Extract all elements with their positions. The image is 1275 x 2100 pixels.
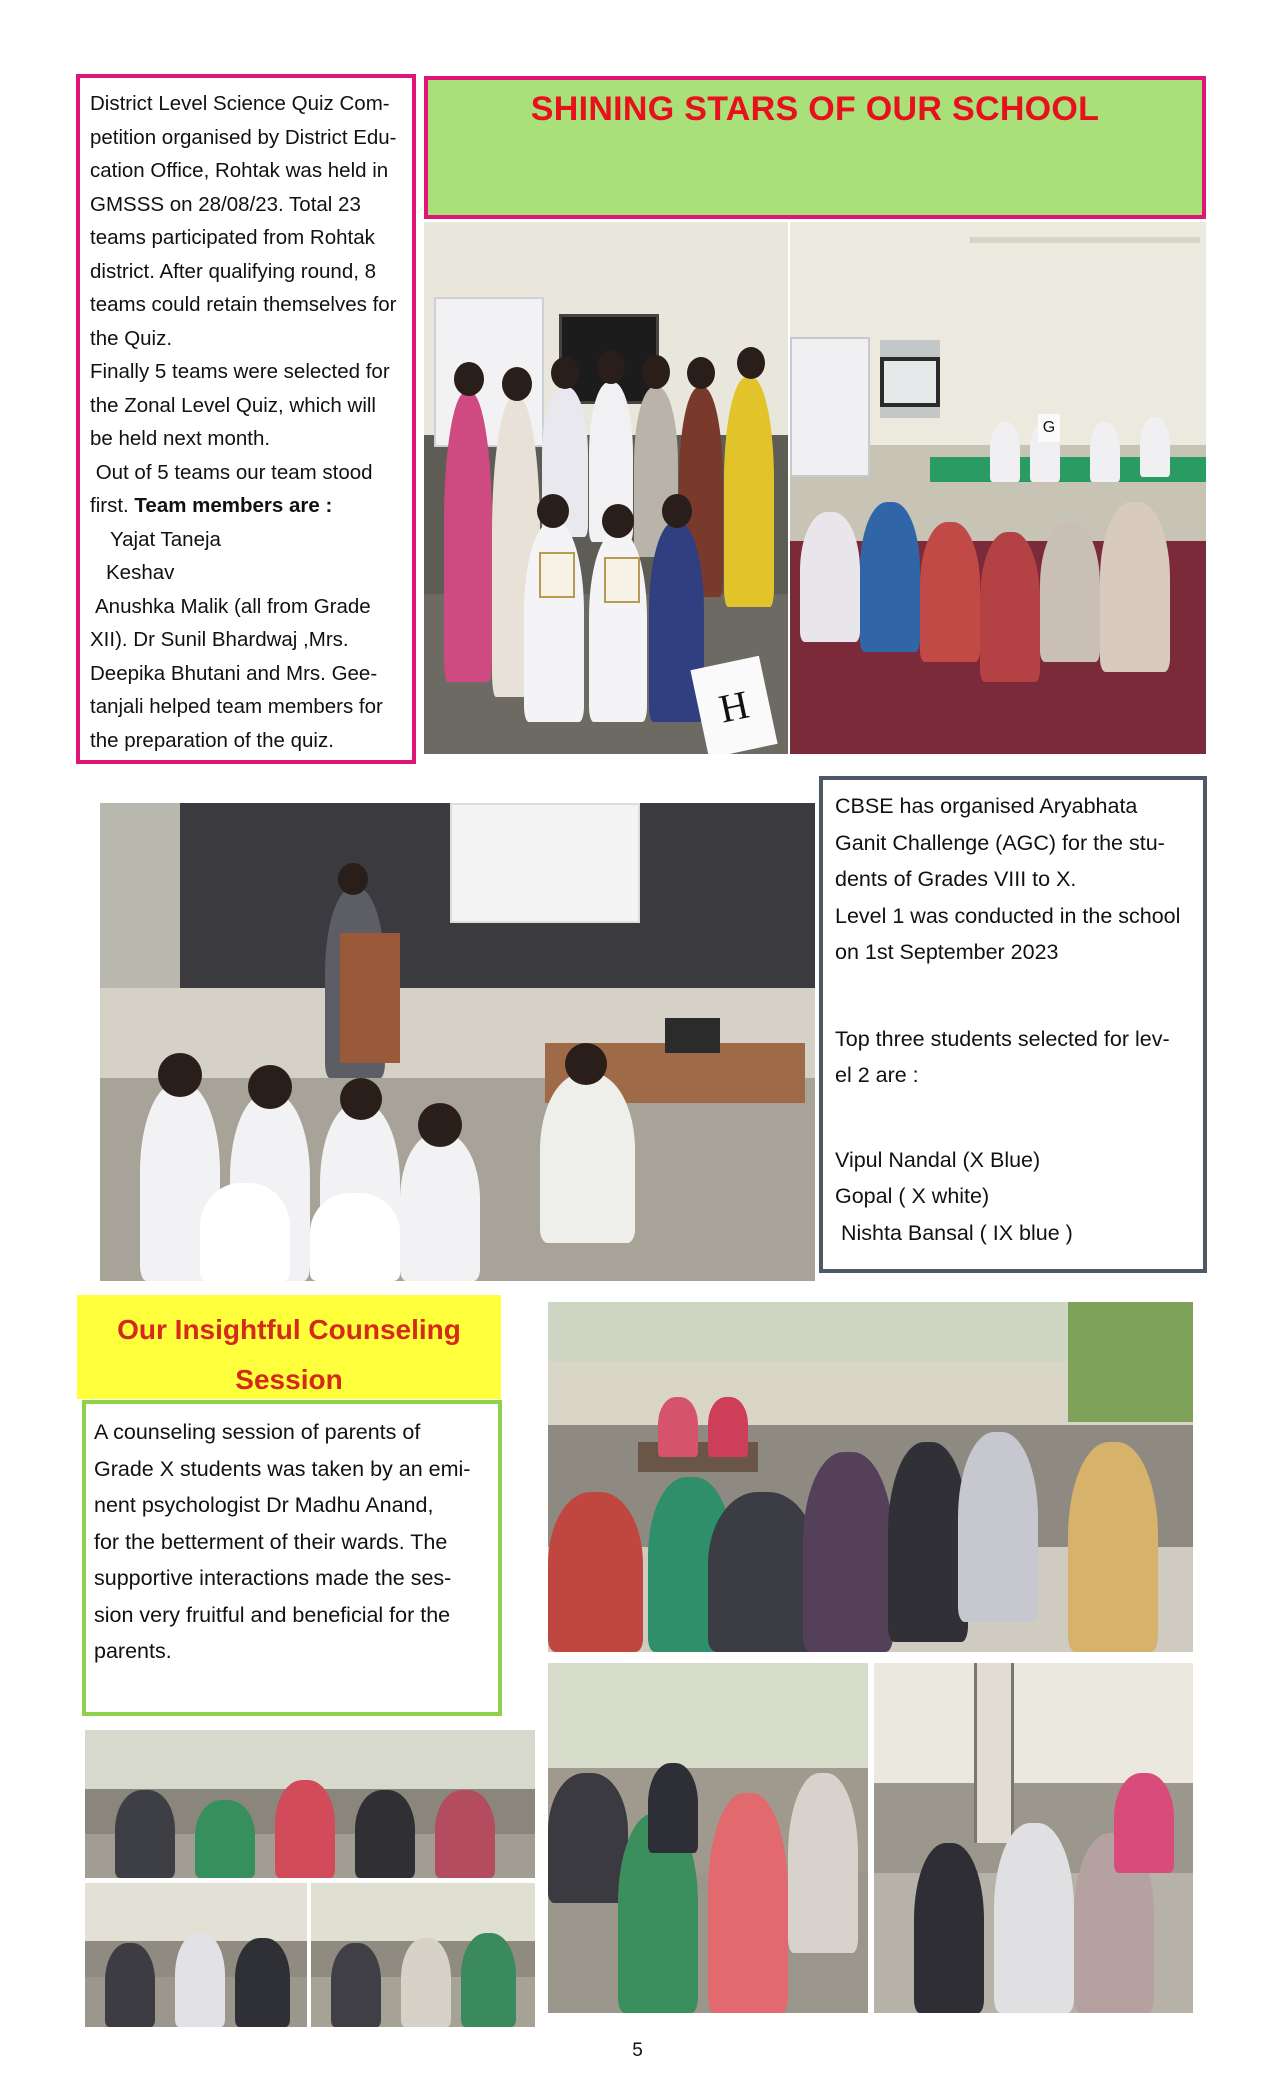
quiz-text-box [76, 74, 416, 764]
shining-stars-heading-box [424, 76, 1206, 219]
counsel-line: Grade X students was taken by an emi- [94, 1456, 471, 1481]
agc-student: Nishta Bansal ( IX blue ) [835, 1220, 1073, 1245]
quiz-competition-photo [790, 222, 1206, 754]
counseling-heading [77, 1295, 501, 1405]
quiz-line: teams could retain themselves for [90, 293, 397, 316]
quiz-line: district. After qualifying round, 8 [90, 259, 377, 283]
quiz-line: teams participated from Rohtak [90, 226, 375, 249]
quiz-line: Out of 5 teams our team stood [90, 460, 373, 484]
agc-student: Gopal ( X white) [835, 1184, 990, 1208]
quiz-line: Finally 5 teams were selected for [90, 360, 390, 383]
counsel-line: nent psychologist Dr Madhu Anand, [94, 1493, 434, 1517]
quiz-team-line [90, 489, 403, 523]
counsel-line: for the betterment of their wards. The [94, 1529, 448, 1554]
table-sign-g: G [1038, 414, 1060, 442]
counseling-heading-line1: Our Insightful Counseling [117, 1314, 461, 1345]
quiz-line: petition organised by District Edu- [90, 125, 397, 149]
quiz-line: the Zonal Level Quiz, which will [90, 393, 376, 417]
quiz-line: XII). Dr Sunil Bhardwaj ,Mrs. [90, 628, 349, 651]
agc-line: Level 1 was conducted in the school [835, 903, 1181, 928]
quiz-line: tanjali helped team members for [90, 695, 383, 718]
counseling-heading-box [77, 1295, 501, 1399]
counsel-line: supportive interactions made the ses- [94, 1566, 452, 1590]
quiz-line: GMSSS on 28/08/23. Total 23 [90, 192, 361, 216]
table-sign-h: H [690, 656, 777, 754]
counsel-line: parents. [94, 1639, 172, 1663]
counseling-photo-small-1 [85, 1883, 307, 2027]
agc-top-line: el 2 are : [835, 1063, 919, 1087]
counseling-photo-audience-2 [874, 1663, 1193, 2013]
quiz-first-word: first. [90, 494, 135, 517]
counseling-photo-small-2 [311, 1883, 535, 2027]
agc-line: Ganit Challenge (AGC) for the stu- [835, 830, 1165, 855]
counsel-line: A counseling session of parents of [94, 1420, 421, 1444]
quiz-winners-photo [424, 222, 788, 754]
quiz-line: Deepika Bhutani and Mrs. Gee- [90, 661, 378, 685]
team-member-1: Yajat Taneja [110, 527, 221, 551]
agc-top-line: Top three students selected for lev- [835, 1026, 1170, 1051]
aryabhata-challenge-photo [100, 803, 815, 1281]
agc-student: Vipul Nandal (X Blue) [835, 1147, 1041, 1172]
quiz-line: the Quiz. [90, 326, 173, 350]
page-number: 5 [632, 2040, 643, 2061]
counseling-photo-large [548, 1302, 1193, 1652]
agc-line: CBSE has organised Aryabhata [835, 794, 1138, 818]
quiz-line: Anushka Malik (all from Grade [95, 594, 371, 618]
agc-line: on 1st September 2023 [835, 940, 1059, 964]
counseling-photo-wide [85, 1730, 535, 1878]
agc-line: dents of Grades VIII to X. [835, 867, 1077, 891]
counsel-line: sion very fruitful and beneficial for the [94, 1602, 451, 1627]
aryabhata-text-box [819, 776, 1207, 1273]
quiz-line: be held next month. [90, 427, 271, 450]
quiz-line: District Level Science Quiz Com- [90, 92, 390, 115]
quiz-line: the preparation of the quiz. [90, 728, 334, 752]
quiz-line: cation Office, Rohtak was held in [90, 159, 389, 182]
shining-stars-heading: SHINING STARS OF OUR SCHOOL [530, 90, 1100, 128]
team-members-label: Team members are : [134, 494, 333, 517]
counseling-heading-line2: Session [235, 1364, 343, 1395]
counseling-photo-audience-1 [548, 1663, 868, 2013]
counseling-text-box [82, 1400, 502, 1716]
team-member-2: Keshav [106, 561, 175, 584]
